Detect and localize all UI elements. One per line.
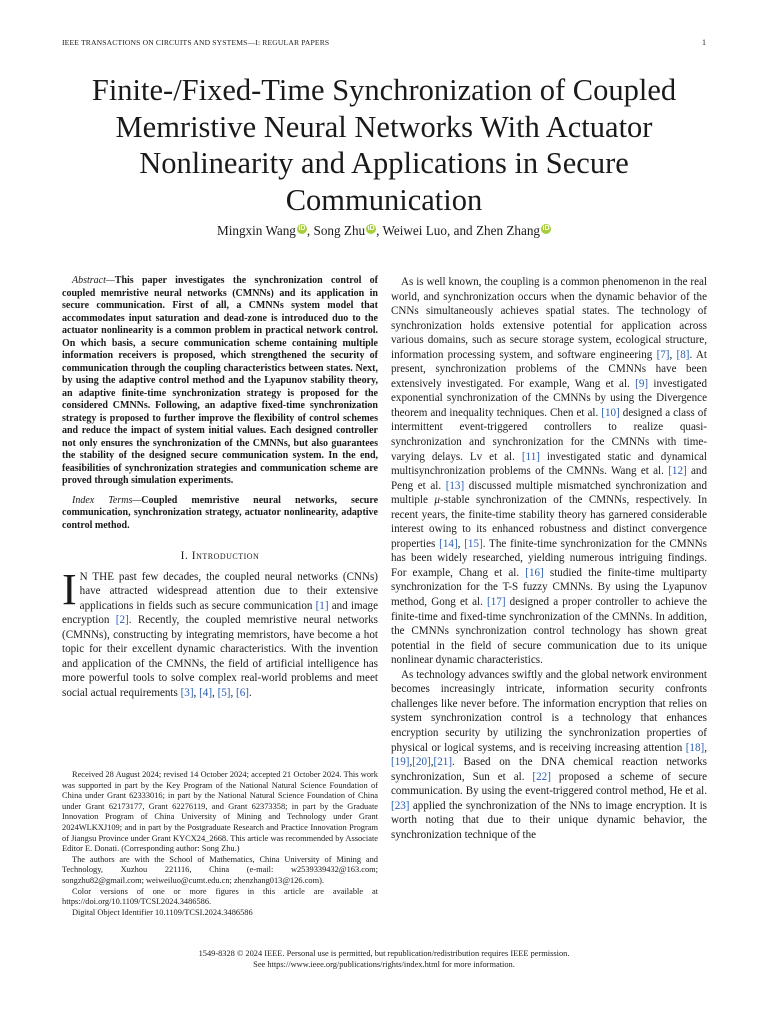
footnote: Received 28 August 2024; revised 14 October 2024; accepted 21 October 2024. This work was supported in part by the Key Program of the National Natural Science Foundation of China under Grant 62333016; in part by the National Natural Science Foundation of China under Grant 62173177, Grant 62276119, and Grant 62373358; in part by the Graduate Innovation Program of China University of Mining and Technology under Grant 2024WLKXJ109; and in part by the Postgraduate Research and Practice Innovation Program of Jiangsu Province under Grant KYCX24_2668. This article was recommended by Associate Editor E. Donati. (Corresponding author: Song Zhu.) (62, 770, 378, 854)
citation-link[interactable]: [13] (445, 479, 465, 492)
copyright-line: 1549-8328 © 2024 IEEE. Personal use is permitted, but republication/redistribution requires IEEE permission. (198, 949, 570, 958)
text-run: . Recently, the coupled memristive neural networks (CMNNs), constructing by integrating memristors, have become a hot topic for their excellent dynamic characteristics. With the invention and application of the CMNNs, the field of artificial intelligence has more powerful tools to solve complex real-world problems and meet social actual requirements (62, 614, 379, 699)
author-separator: , (306, 223, 314, 238)
text-run: -stable synchronization of the CMNNs, respectively. In recent years, the finite-time stability theory has garnered considerable interest owing to its enhanced robustness and distinct convergence properties (391, 494, 707, 550)
citation-link[interactable]: [9] (635, 377, 649, 390)
text-run: discussed multiple mismatched synchronization and multiple (391, 479, 707, 507)
text-run: . At present, synchronization problems of the CMNNs have been extensively investigated. For example, Wang et al. (391, 348, 708, 390)
text-run: . (248, 686, 252, 699)
rights-line: See https://www.ieee.org/publications/rights/index.html for more information. (253, 959, 515, 969)
orcid-icon[interactable]: iD (298, 224, 306, 232)
text-run: applied the synchronization of the NNs to image encryption. It is worth noting that due to their unique dynamic behavior, the synchronization technique of the (391, 799, 707, 841)
page-number: 1 (702, 38, 706, 47)
section-title: Introduction (191, 550, 260, 562)
author-name: Song Zhu (313, 223, 366, 238)
author-name: Mingxin Wang (216, 223, 296, 238)
intro-paragraph-2 (391, 275, 707, 668)
section-heading (62, 549, 378, 564)
text-run: . The finite-time synchronization for the CMNNs has been widely researched, yielding numerous intriguing findings. For example, Chang et al. (391, 537, 707, 579)
math-symbol: μ (434, 494, 440, 507)
author-list (62, 223, 706, 239)
citation-link[interactable]: [19] (391, 756, 410, 769)
intro-paragraph-1-text (62, 564, 379, 699)
author-name: Zhen Zhang (475, 223, 541, 238)
index-terms-text: Coupled memristive neural networks, secure communication, synchronization strategy, actuator nonlinearity, adaptive control method. (62, 494, 379, 531)
author-separator: , and (447, 223, 476, 238)
text-run: , (457, 537, 465, 550)
orcid-icon[interactable]: iD (367, 224, 375, 232)
index-terms (62, 495, 378, 533)
author-separator: , (376, 223, 383, 238)
drop-cap: I (62, 564, 77, 614)
intro-paragraph-3 (391, 668, 707, 843)
text-run: . Based on the DNA chemical reaction networks synchronization, Sun et al. (391, 756, 707, 783)
citation-link[interactable]: [22] (532, 770, 551, 783)
left-column (62, 275, 378, 700)
text-run: , (669, 348, 677, 361)
text-run: , (704, 741, 707, 754)
text-run: , (212, 686, 218, 699)
author-name: Weiwei Luo (382, 223, 447, 238)
paper-title: Finite-/Fixed-Time Synchronization of Coupled Memristive Neural Networks With Actuator Nonlinearity and Applications in Secure Communication (91, 73, 677, 217)
citation-link[interactable]: [8] (676, 348, 690, 361)
text-run: , (193, 686, 200, 699)
footnotes (62, 770, 378, 918)
orcid-icon[interactable]: iD (542, 224, 550, 232)
text-run: , (430, 756, 434, 769)
text-run: studied the finite-time multiparty synchronization for the T-S fuzzy CMNNs. By using the Lyapunov method, Gong et al. (391, 566, 707, 609)
right-column (391, 275, 707, 842)
citation-link[interactable]: [21] (433, 756, 453, 769)
citation-link[interactable]: [5] (217, 686, 231, 699)
citation-link[interactable]: [4] (199, 686, 213, 699)
abstract-label: Abstract— (72, 275, 115, 286)
index-terms-label: Index Terms— (72, 494, 142, 506)
citation-link[interactable]: [11] (521, 450, 540, 463)
text-run: , (409, 756, 413, 769)
abstract-text: This paper investigates the synchronization control of coupled memristive neural networks (CMNNs) and its application in secure communication. First of all, a CMNNs system model that accommodates input saturation and dead-zone is introduced duo to the actuator nonlinearity is a common problem in practical network control. On which basis, a secure communication scheme containing multiple information receivers is proposed, which strengthened the security of communication through the coupling characteristics between states. Next, by using the adaptive control method and the Lyapunov stability theory, an adaptive finite-time synchronization strategy is proposed for the considered CMNNs. Following, an adaptive fixed-time synchronization strategy is proposed to further improve the flexibility of control schemes and reduce the impact of system initial values. Each designed controller not only ensures the synchronization of the CMNNs, but also guarantees the stability of the designed secure communication system. In the end, feasibilities of synchronization strategies and communication scheme are proved through simulation experiments. (62, 275, 378, 486)
citation-link[interactable]: [18] (685, 741, 705, 754)
text-run: N THE past few decades, the coupled neural networks (CNNs) have attracted widespread attention due to their extensive applications in fields such as secure communication (79, 570, 378, 612)
citation-link[interactable]: [1] (315, 599, 329, 612)
text-run: proposed a scheme of secure communication. By using the event-triggered control method, He et al. (391, 770, 707, 798)
citation-link[interactable]: [17] (487, 596, 506, 609)
citation-link[interactable]: [20] (412, 756, 431, 769)
section-number: I. (180, 550, 189, 562)
abstract (62, 275, 378, 488)
text-run: As is well known, the coupling is a common phenomenon in the real world, and synchronization occurs when the dynamic behavior of the CNNs simultaneously achieves spatial states. The technology of synchronization holds extensive potential for application across various domains, such as secure storage system, ecological structure, information processing system, and software engineering (391, 276, 707, 361)
citation-link[interactable]: [10] (601, 406, 620, 419)
text-run: and Peng et al. (391, 465, 707, 492)
text-run: As technology advances swiftly and the global network environment becomes increasingly intricate, information security confronts challenges like never before. The information encryption that relies on system synchronization control is a technology that enhances encryption security by utilizing the synchronization properties of physical or logical systems, and is receiving increasing attention (391, 668, 707, 754)
citation-link[interactable]: [16] (525, 566, 544, 579)
citation-link[interactable]: [2] (115, 614, 129, 627)
citation-link[interactable]: [14] (439, 537, 458, 550)
footnote: Digital Object Identifier 10.1109/TCSI.2024.3486586 (72, 907, 253, 917)
footnote: The authors are with the School of Mathematics, China University of Mining and Technology, Xuzhou 221116, China (e-mail: w2539339432@163.com; songzhu82@gmail.com; weiweiluo@cumt.edu.cn; zhenzhang013@126.com). (62, 854, 378, 885)
intro-paragraph-1 (62, 564, 379, 701)
text-run: designed a proper controller to achieve the finite-time and fixed-time synchronization of the CMNNs. In addition, the CMNNs synchronization control technology has shown great potential in the field of secure communication due to its unique nonlinear dynamic characteristics. (391, 596, 707, 667)
copyright-footer (62, 949, 706, 971)
text-run: designed a class of intermittent event-triggered controllers to realize quasi-synchronization and synchronization for the CMNNs with time-varying delays. Lv et al. (391, 406, 708, 463)
citation-link[interactable]: [3] (180, 686, 194, 699)
citation-link[interactable]: [15] (464, 537, 483, 550)
citation-link[interactable]: [12] (668, 465, 687, 478)
footnote: Color versions of one or more figures in this article are available at https://doi.org/10.1109/TCSI.2024.3486586. (62, 886, 378, 907)
citation-link[interactable]: [23] (391, 799, 410, 812)
text-run: , (230, 686, 237, 699)
citation-link[interactable]: [6] (236, 686, 249, 699)
citation-link[interactable]: [7] (656, 348, 670, 361)
text-run: investigated static and dynamical multisynchronization problems of the CMNNs. Wang et al. (391, 450, 707, 478)
text-run: investigated exponential synchronization of the CMNNs by using the Divergence theorem and inequality techniques. Chen et al. (391, 377, 707, 419)
text-run: and image encryption (62, 599, 378, 627)
running-header: IEEE TRANSACTIONS ON CIRCUITS AND SYSTEMS—I: REGULAR PAPERS (62, 38, 330, 47)
